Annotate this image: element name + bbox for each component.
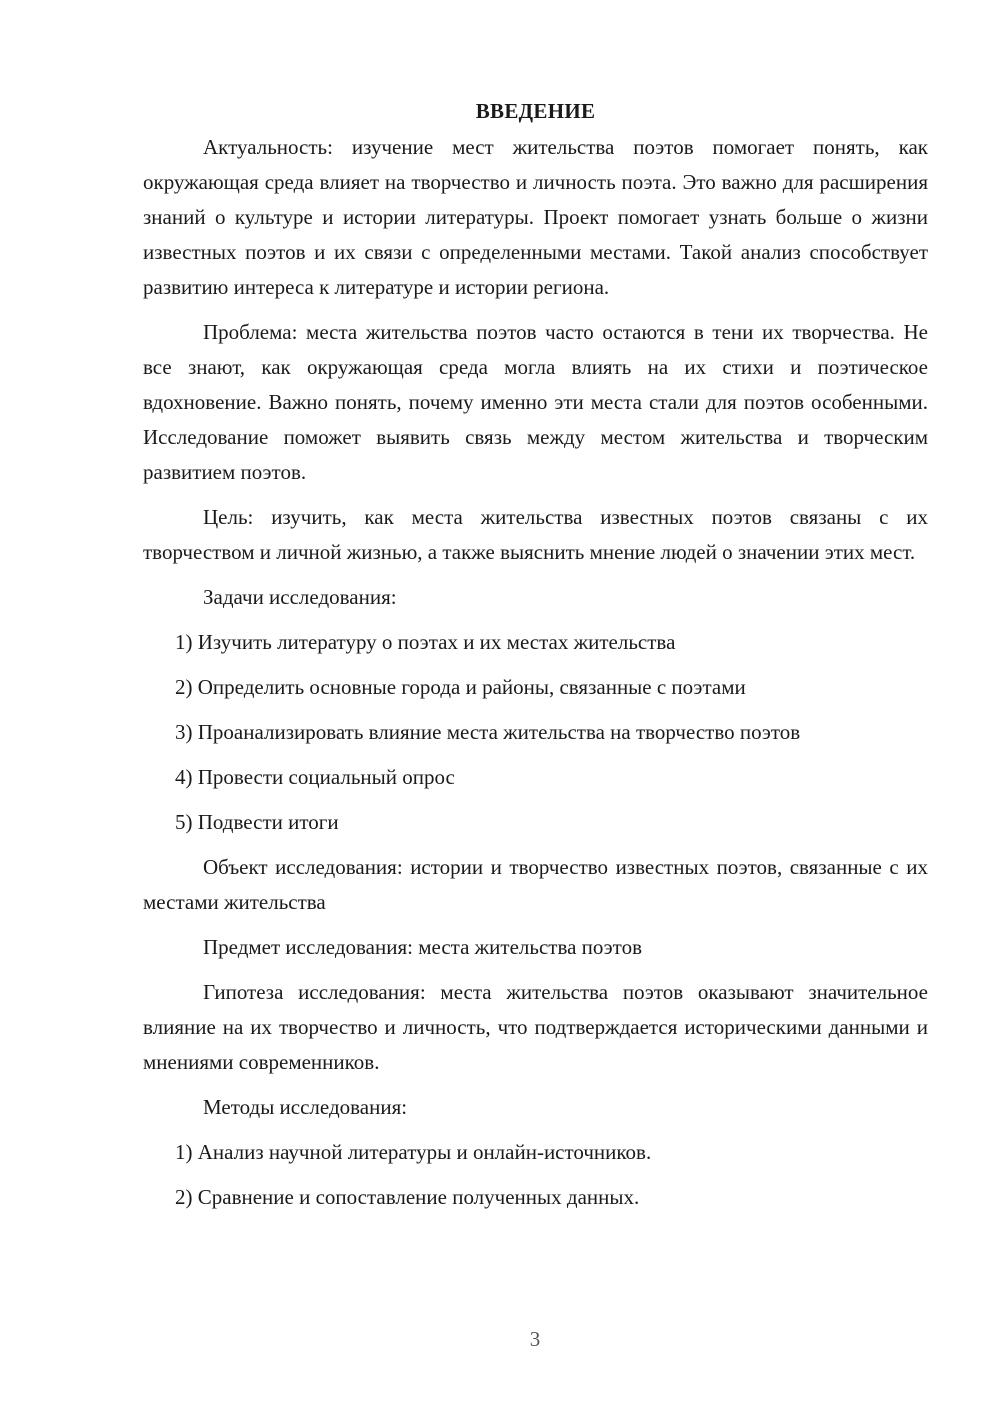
list-item: 1) Анализ научной литературы и онлайн-источников. [175, 1140, 652, 1164]
methods-list [143, 1135, 928, 1215]
list-item: 2) Сравнение и сопоставление полученных данных. [175, 1185, 640, 1209]
list-item: 3) Проанализировать влияние места жительства на творчество поэтов [175, 720, 801, 744]
tasks-heading: Задачи исследования: [203, 585, 397, 609]
subject-paragraph: Предмет исследования: места жительства поэтов [203, 935, 642, 959]
tasks-list [143, 625, 928, 840]
list-item: 2) Определить основные города и районы, связанные с поэтами [175, 675, 746, 699]
list-item: 1) Изучить литературу о поэтах и их местах жительства [175, 630, 676, 654]
list-item: 5) Подвести итоги [175, 810, 339, 834]
object-paragraph: Объект исследования: истории и творчество известных поэтов, связанные с их местами жительства [143, 855, 928, 914]
hypothesis-paragraph: Гипотеза исследования: места жительства поэтов оказывают значительное влияние на их творчество и личность, что подтверждается историческими данными и мнениями современников. [143, 980, 928, 1074]
problem-paragraph: Проблема: места жительства поэтов часто остаются в тени их творчества. Не все знают, как окружающая среда могла влиять на их стихи и поэтическое вдохновение. Важно понять, почему именно эти места стали для поэтов особенными. Исследование поможет выявить связь между местом жительства и творческим развитием поэтов. [143, 320, 928, 484]
methods-heading: Методы исследования: [203, 1095, 408, 1119]
page-number: 3 [529, 1327, 541, 1351]
goal-paragraph: Цель: изучить, как места жительства известных поэтов связаны с их творчеством и личной жизнью, а также выяснить мнение людей о значении этих мест. [143, 505, 928, 564]
list-item: 4) Провести социальный опрос [175, 765, 455, 789]
page-title: ВВЕДЕНИЕ [475, 99, 596, 123]
relevance-paragraph: Актуальность: изучение мест жительства поэтов помогает понять, как окружающая среда влияет на творчество и личность поэта. Это важно для расширения знаний о культуре и истории литературы. Проект помогает узнать больше о жизни известных поэтов и их связи с определенными местами. Такой анализ способствует развитию интереса к литературе и истории региона. [143, 135, 928, 299]
document-page [143, 96, 928, 1225]
